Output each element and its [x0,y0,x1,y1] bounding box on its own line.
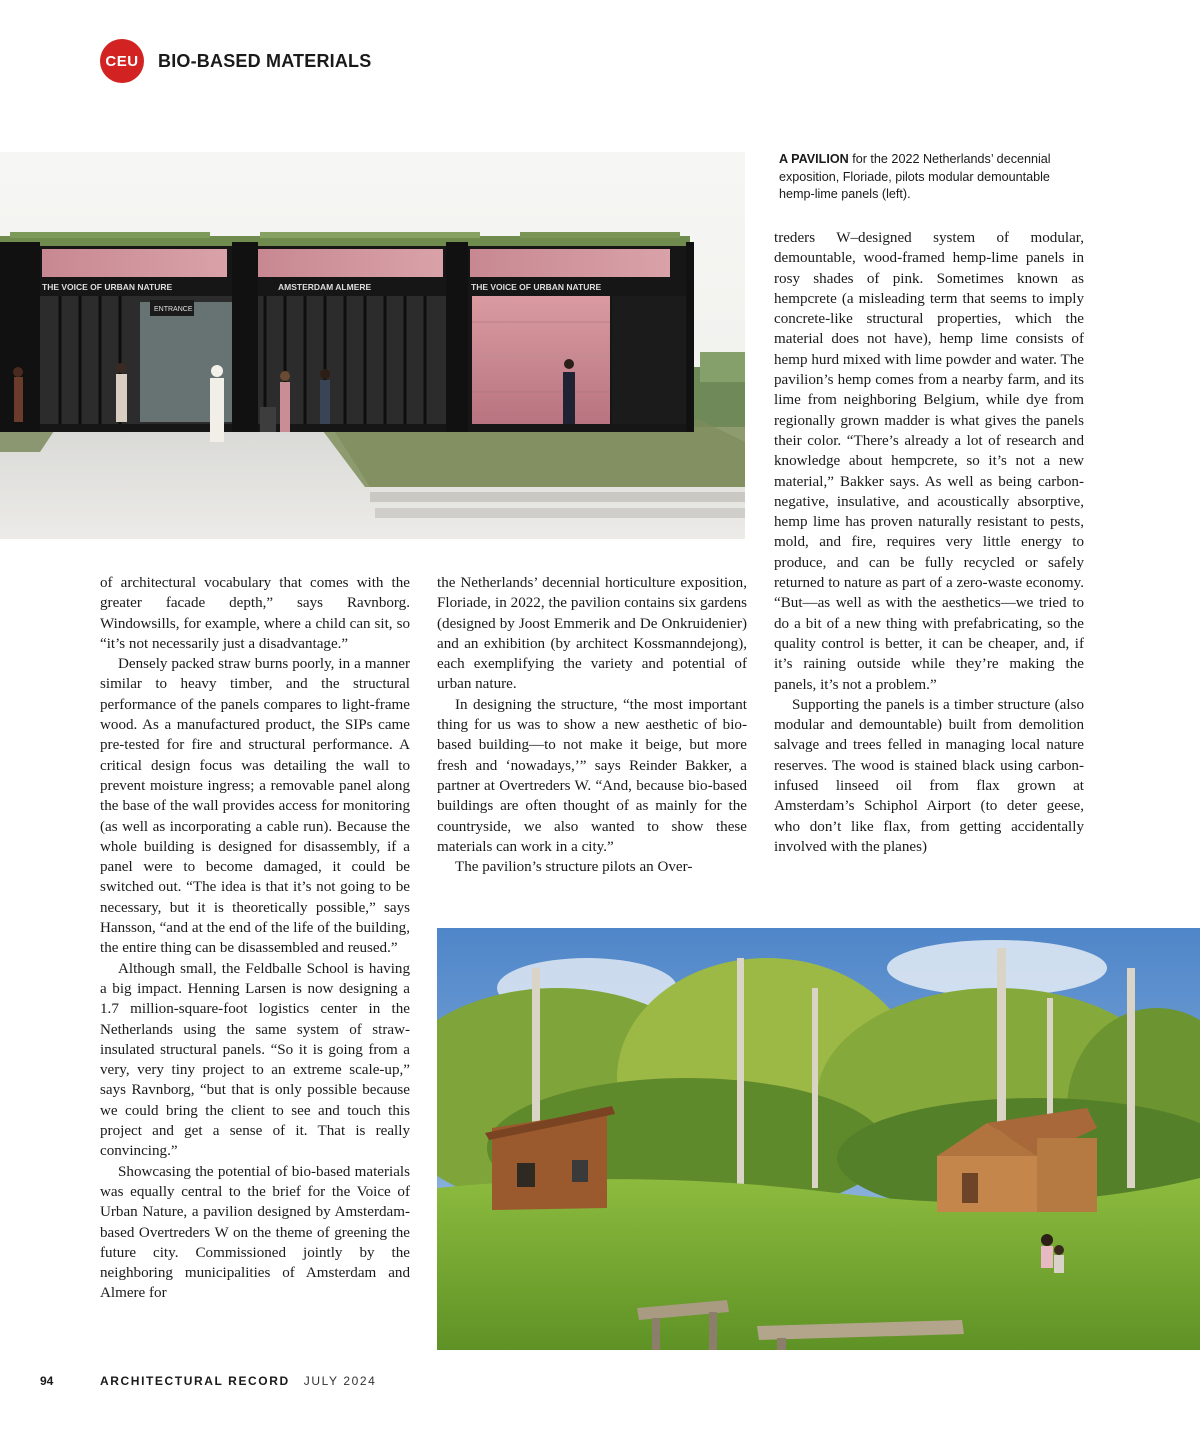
ceu-badge: CEU [100,39,144,83]
caption-text: for the 2022 Netherlands’ decennial exposition, Floriade, pilots modular demountable hemp-lime panels (left). [779,152,1051,201]
article-column-2 [437,573,747,877]
paragraph: the Netherlands’ decennial horticulture exposition, Floriade, in 2022, the pavilion contains six gardens (designed by Joost Emmerik and De Onkruidenier) and an exhibition (by architect Kossmanndejong), each exemplifying the variety and potential of urban nature. [437,575,747,693]
paragraph: of architectural vocabulary that comes with the greater facade depth,” says Ravnborg. Windowsills, for example, where a child can sit, so “it’s not necessarily just a disadvantage.” [100,575,410,652]
page-footer [40,1374,376,1388]
paragraph: Although small, the Feldballe School is having a big impact. Henning Larsen is now designing a 1.7 million-square-foot logistics center in the Netherlands using the same system of straw-insulated structural panels. “So it is going from a very, very tiny project to an extreme scale-up,” says Ravnborg, “but that is only possible because we could bring the client to see and touch this project and get a sense of it. That is really convincing.” [100,960,410,1160]
photo-caption [779,151,1079,204]
entrance-sign: ENTRANCE [154,306,193,313]
paragraph: Supporting the panels is a timber structure (also modular and demountable) built from demolition salvage and trees felled in managing local nature reserves. The wood is stained black using carbon-infused linseed oil from flax grown at Amsterdam’s Schiphol Airport (to deter geese, who don’t like flax, from getting accidentally involved with the planes) [774,696,1084,855]
paragraph: treders W–designed system of modular, demountable, wood-framed hemp-lime panels in rosy shades of pink. Sometimes known as hempcrete (a misleading term that seems to imply concrete-like structural properties, which the material does not have), hemp lime consists of hemp hurd mixed with lime powder and water. The pavilion’s hemp comes from a nearby farm, and its lime from neighboring Belgium, while dye from regionally grown madder is what gives the panels their color. “There’s already a lot of research and knowledge about hempcrete, so it’s not a new material,” Bakker says. As well as being carbon-negative, insulative, and acoustically absorptive, hemp lime has proven naturally resistant to pests, mold, and fire, requires very little energy to produce, and can be fully recycled or safely returned to nature as part of a zero-waste economy. “But—as well as with the aesthetics—we tried to do a bit of a new thing with prefabricating, so the quality control is better, it can be cheaper, and, if it’s raining outside while they’re making the panels, it’s not a problem.” [774,230,1084,693]
paragraph: Showcasing the potential of bio-based materials was equally central to the brief for the Voice of Urban Nature, a pavilion designed by Amsterdam-based Overtreders W on the theme of greening the future city. Commissioned jointly by the neighboring municipalities of Amsterdam and Almere for [100,1163,410,1302]
section-header [100,38,371,84]
pavilion-photo [0,152,745,539]
paragraph: In designing the structure, “the most important thing for us was to show a new aesthetic of bio-based building—to not make it beige, but more fresh and ‘nowadays,’” says Reinder Bakker, a partner at Overtreders W. “And, because bio-based buildings are often thought of as mainly for the countryside, we also wanted to show these materials can work in a city.” [437,696,747,855]
paragraph: Densely packed straw burns poorly, in a manner similar to heavy timber, and the structural performance of the panels compares to light-frame wood. As a manufactured product, the SIPs came pre-tested for fire and structural performance. A critical design focus was detailing the wall to prevent moisture ingress; a removable panel along the base of the wall provides access for monitoring (as well as incorporating a cable run). Because the whole building is designed for disassembly, if a panel were to become damaged, it could be switched out. “The idea is that it’s not going to be necessary, but it is theoretically possible,” says Hansson, “and at the end of the life of the building, the entire thing can be disassembled and reused.” [100,656,410,957]
page-number: 94 [40,1374,54,1388]
section-title: BIO-BASED MATERIALS [158,50,372,71]
article-column-3 [774,228,1084,857]
paragraph: The pavilion’s structure pilots an Over- [455,859,693,876]
issue-date: JULY 2024 [303,1374,377,1388]
woods-cabins-photo [437,928,1200,1350]
sign-middle: AMSTERDAM ALMERE [278,282,372,292]
magazine-name: ARCHITECTURAL RECORD [100,1374,290,1388]
sign-right: THE VOICE OF URBAN NATURE [471,282,602,292]
sign-left: THE VOICE OF URBAN NATURE [42,282,173,292]
caption-lead: A PAVILION [779,152,849,166]
article-column-1 [100,573,410,1304]
